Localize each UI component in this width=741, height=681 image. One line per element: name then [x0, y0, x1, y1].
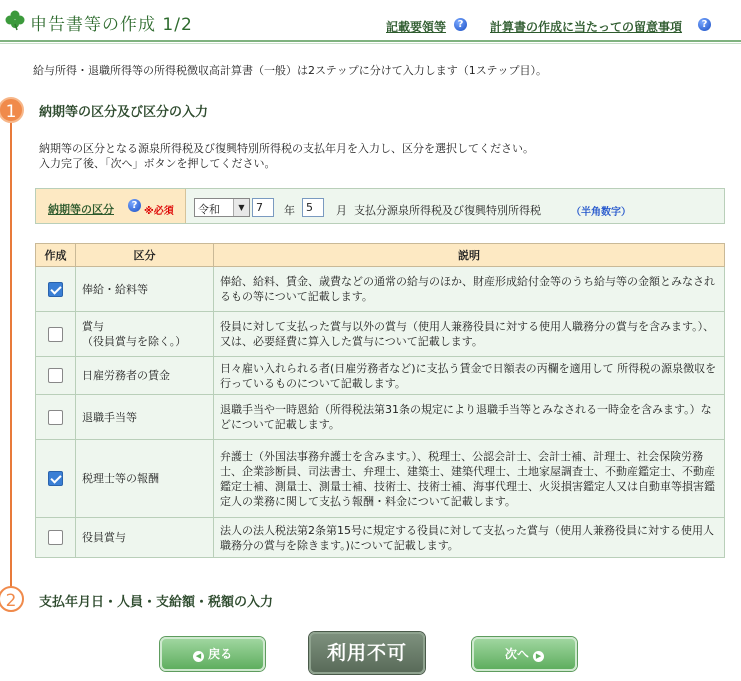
- table-row: [36, 357, 725, 395]
- step-2-marker: 2: [0, 586, 24, 612]
- intro-text: 給与所得・退職所得等の所得税徴収高計算書（一般）は2ステップに分けて入力します（1ステップ目）。: [33, 64, 548, 77]
- clover-icon: [4, 9, 26, 31]
- category-cell: 役員賞与: [76, 518, 214, 558]
- category-cell: 日雇労務者の賃金: [76, 357, 214, 395]
- create-checkbox[interactable]: [48, 327, 63, 342]
- description-cell: 役員に対して支払った賞与以外の賞与（使用人兼務役員に対する使用人職務分の賞与を含みます。）、又は、必要経費に算入した賞与について記載します。: [214, 312, 725, 357]
- header-divider: [0, 40, 741, 42]
- month-unit-label: 月: [336, 204, 347, 217]
- back-arrow-icon: ◀: [193, 651, 204, 662]
- table-row: [36, 518, 725, 558]
- description-cell: 日々雇い入れられる者(日雇労務者など)に支払う賃金で日額表の丙欄を適用して 所得税の源泉徴収を行っているものについて記載します。: [214, 357, 725, 395]
- next-button[interactable]: 次へ ▶: [472, 637, 577, 671]
- check-cell: [36, 312, 76, 357]
- period-label-cell: [36, 189, 186, 223]
- header-description: 説明: [214, 244, 725, 267]
- table-row: [36, 267, 725, 312]
- back-button[interactable]: ◀ 戻る: [160, 637, 265, 671]
- create-checkbox[interactable]: [48, 368, 63, 383]
- description-cell: 法人の法人税法第2条第15号に規定する役員に対して支払った賞与（使用人兼務役員に対する使用人職務分の賞与を除きます。)について記載します。: [214, 518, 725, 558]
- unavailable-button: 利用不可: [309, 632, 425, 674]
- period-help-icon[interactable]: ?: [128, 199, 141, 212]
- required-badge: ※必須: [144, 206, 174, 217]
- table-row: [36, 440, 725, 518]
- category-cell: 税理士等の報酬: [76, 440, 214, 518]
- category-cell: 賞与 （役員賞与を除く。）: [76, 312, 214, 357]
- table-row: [36, 312, 725, 357]
- header-category: 区分: [76, 244, 214, 267]
- tax-type-label: 支払分源泉所得税及び復興特別所得税: [354, 204, 541, 217]
- category-cell: 退職手当等: [76, 395, 214, 440]
- create-checkbox[interactable]: [48, 530, 63, 545]
- check-cell: [36, 440, 76, 518]
- create-checkbox[interactable]: [48, 282, 63, 297]
- step-1-marker: 1: [0, 97, 24, 123]
- description-cell: 弁護士（外国法事務弁護士を含みます。）、税理士、公認会計士、会計士補、計理士、社会保険労務士、企業診断員、司法書士、弁理士、建築士、建築代理士、土地家屋調査士、不動産鑑定士、不動産鑑定士補、測量士、測量士補、技術士、技術士補、海事代理士、火災損害鑑定人又は自動車等損害鑑定人の業務に関して支払う報酬・料金について記載します。: [214, 440, 725, 518]
- category-cell: 俸給・給料等: [76, 267, 214, 312]
- step-2-title: 支払年月日・人員・支給額・税額の入力: [39, 595, 274, 610]
- description-line: 入力完了後、「次へ」ボタンを押してください。: [39, 157, 276, 170]
- month-input[interactable]: 5: [302, 198, 324, 217]
- next-arrow-icon: ▶: [533, 651, 544, 662]
- table-row: [36, 395, 725, 440]
- era-value: 令和: [198, 203, 220, 216]
- description-line: 納期等の区分となる源泉所得税及び復興特別所得税の支払年月を入力し、区分を選択してください。: [39, 142, 534, 155]
- guide-help-icon[interactable]: ?: [454, 18, 467, 31]
- description-cell: 俸給、給料、賃金、歳費などの通常の給与のほか、財産形成給付金等のうち給与等の金額とみなされるもの等について記載します。: [214, 267, 725, 312]
- description-cell: 退職手当や一時恩給（所得税法第31条の規定により退職手当等とみなされる一時金を含みます。）などについて記載します。: [214, 395, 725, 440]
- category-table: [35, 243, 725, 558]
- chevron-down-icon[interactable]: ▼: [233, 199, 249, 216]
- period-label-link[interactable]: 納期等の区分: [48, 203, 114, 216]
- check-cell: [36, 267, 76, 312]
- notes-link[interactable]: 計算書の作成に当たっての留意事項: [490, 20, 683, 34]
- check-cell: [36, 395, 76, 440]
- notes-help-icon[interactable]: ?: [698, 18, 711, 31]
- halfwidth-note: （半角数字）: [571, 207, 631, 218]
- header-divider-light: [0, 43, 741, 44]
- year-input[interactable]: 7: [252, 198, 274, 217]
- header-create: 作成: [36, 244, 76, 267]
- step-rail: [10, 113, 12, 588]
- create-checkbox[interactable]: [48, 471, 63, 486]
- period-row: [35, 188, 725, 224]
- era-select[interactable]: [194, 198, 250, 217]
- create-checkbox[interactable]: [48, 410, 63, 425]
- step-1-title: 納期等の区分及び区分の入力: [39, 105, 209, 120]
- table-header-row: [36, 244, 725, 267]
- check-cell: [36, 357, 76, 395]
- guide-link[interactable]: 記載要領等: [386, 20, 447, 34]
- step-description: [39, 141, 534, 171]
- check-cell: [36, 518, 76, 558]
- page-title: 申告書等の作成 1/2: [30, 15, 193, 35]
- page-header: [0, 0, 741, 46]
- year-unit-label: 年: [284, 204, 295, 217]
